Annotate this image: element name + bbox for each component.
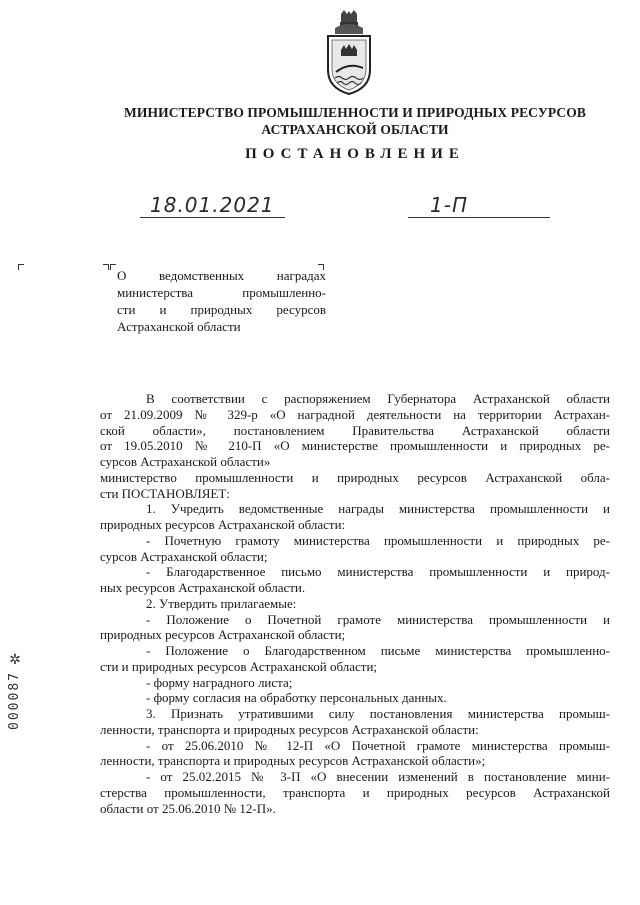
ministry-name-line-1: МИНИСТЕРСТВО ПРОМЫШЛЕННОСТИ И ПРИРОДНЫХ РЕСУРСОВ bbox=[124, 105, 586, 120]
body-line: - Благодарственное письмо министерства промышленности и природ- bbox=[146, 564, 610, 580]
title-corner-mark bbox=[18, 264, 24, 270]
side-serial-stamp bbox=[7, 652, 23, 730]
serial-number: 000087 bbox=[7, 671, 22, 730]
body-line: природных ресурсов Астраханской области; bbox=[100, 627, 346, 643]
asterisk-mark-icon: ✲ bbox=[9, 653, 21, 668]
body-line: ской области», постановлением Правительства Астраханской области bbox=[100, 422, 610, 438]
date-underline bbox=[140, 217, 285, 218]
document-body bbox=[100, 391, 610, 816]
body-line: сти и природных ресурсов Астраханской области; bbox=[100, 658, 378, 674]
document-number: 1-П bbox=[430, 193, 468, 217]
body-line: стерства промышленности, транспорта и природных ресурсов Астраханской bbox=[100, 784, 610, 800]
title-line: Астраханской области bbox=[117, 319, 241, 334]
body-line: министерство промышленности и природных ресурсов Астраханской обла- bbox=[100, 469, 610, 485]
number-underline bbox=[408, 217, 550, 218]
body-line: 3. Признать утратившими силу постановления министерства промыш- bbox=[146, 706, 610, 721]
body-line: - от 25.06.2010 № 12-П «О Почетной грамоте министерства промыш- bbox=[146, 737, 610, 753]
title-line: министерства промышленно- bbox=[117, 285, 326, 300]
body-line: сурсов Астраханской области; bbox=[100, 548, 268, 564]
body-line: ных ресурсов Астраханской области. bbox=[100, 580, 306, 595]
body-line: области от 25.06.2010 № 12-П». bbox=[100, 800, 276, 816]
body-line: ленности, транспорта и природных ресурсов Астраханской области»; bbox=[100, 753, 486, 769]
body-line: ленности, транспорта и природных ресурсов Астраханской области: bbox=[100, 721, 479, 737]
body-line: 1. Учредить ведомственные награды министерства промышленности и bbox=[146, 501, 610, 517]
body-line: от 21.09.2009 № 329-р «О наградной деятельности на территории Астрахан- bbox=[100, 406, 610, 422]
body-line: - форму согласия на обработку персональных данных. bbox=[146, 690, 447, 706]
body-line: 2. Утвердить прилагаемые: bbox=[146, 595, 297, 611]
title-line: О ведомственных наградах bbox=[117, 268, 326, 283]
title-corner-mark bbox=[103, 264, 109, 270]
body-line: сти ПОСТАНОВЛЯЕТ: bbox=[100, 485, 230, 501]
ministry-name-line-2: АСТРАХАНСКОЙ ОБЛАСТИ bbox=[261, 122, 449, 137]
body-line: - от 25.02.2015 № 3-П «О внесении изменений в постановление мини- bbox=[146, 769, 610, 784]
body-line: - Положение о Почетной грамоте министерства промышленности и bbox=[146, 611, 610, 627]
body-line: - Положение о Благодарственном письме министерства промышленно- bbox=[146, 643, 610, 658]
body-line: - форму наградного листа; bbox=[146, 674, 293, 690]
title-corner-mark bbox=[110, 264, 116, 270]
coat-of-arms-icon bbox=[323, 10, 375, 96]
document-date: 18.01.2021 bbox=[150, 193, 275, 217]
document-title bbox=[117, 267, 326, 335]
body-line: природных ресурсов Астраханской области: bbox=[100, 517, 346, 532]
body-line: - Почетную грамоту министерства промышленности и природных ре- bbox=[146, 532, 610, 548]
document-type-heading: ПОСТАНОВЛЕНИЕ bbox=[245, 146, 465, 162]
body-line: В соответствии с распоряжением Губернатора Астраханской области bbox=[146, 391, 610, 406]
body-line: от 19.05.2010 № 210-П «О министерстве промышленности и природных ре- bbox=[100, 438, 610, 454]
body-line: сурсов Астраханской области» bbox=[100, 454, 271, 469]
title-line: сти и природных ресурсов bbox=[117, 302, 326, 317]
